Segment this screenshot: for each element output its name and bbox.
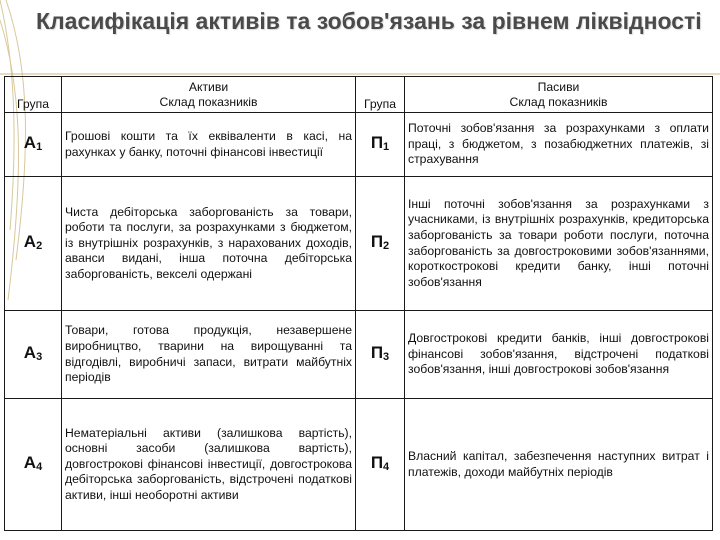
code-letter: П [370, 133, 384, 153]
asset-description: Чиста дебіторська заборгованість за товари, роботи та послуги, за розрахунками з бюджетом, із внутрішніх розрахунків, з нарахованих доходів, аванси видані, інша поточна дебіторська заборгованість, векселі одержані [62, 177, 356, 311]
code-index: 2 [383, 240, 390, 253]
header-row [5, 77, 713, 113]
liability-group-code [356, 399, 405, 531]
code-letter: А [23, 453, 37, 473]
header-group-liabilities: Група [356, 77, 405, 113]
code-letter: А [23, 343, 37, 363]
asset-group-code [5, 311, 62, 399]
table-row [5, 177, 713, 311]
code-letter: П [370, 343, 384, 363]
liability-group-code [356, 311, 405, 399]
code-letter: А [23, 232, 37, 252]
code-letter: П [370, 453, 384, 473]
header-liabilities-title: Пасиви [537, 79, 580, 94]
asset-group-code [5, 177, 62, 311]
asset-description: Грошові кошти та їх еквіваленти в касі, на рахунках у банку, поточні фінансові інвестиції [62, 113, 356, 177]
code-letter: А [23, 133, 37, 153]
liability-description: Власний капітал, забезпечення наступних витрат і платежів, доходи майбутніх періодів [405, 399, 713, 531]
code-letter: П [370, 232, 384, 252]
code-index: 4 [36, 461, 43, 474]
header-liabilities [405, 77, 713, 113]
liability-group-code [356, 177, 405, 311]
liability-group-code [356, 113, 405, 177]
table-row [5, 113, 713, 177]
header-assets-subtitle: Склад показників [159, 94, 258, 109]
asset-description: Нематеріальні активи (залишкова вартість), основні засоби (залишкова вартість), довгострокові фінансові інвестиції, довгострокова дебіторська заборгованість, відстрочені податкові активи, інші необоротні активи [62, 399, 356, 531]
asset-group-code [5, 113, 62, 177]
code-index: 2 [36, 240, 43, 253]
table-row [5, 311, 713, 399]
header-assets [62, 77, 356, 113]
code-index: 1 [36, 141, 43, 154]
table-row [5, 399, 713, 531]
code-index: 3 [383, 351, 390, 364]
liability-description: Довгострокові кредити банків, інші довгострокові фінансові зобов'язання, відстрочені податкові зобов'язання, інші довгострокові зобов'язання [405, 311, 713, 399]
header-group-assets: Група [5, 77, 62, 113]
slide-title: Класифікація активів та зобов'язань за рівнем ліквідності [36, 8, 702, 34]
asset-group-code [5, 399, 62, 531]
classification-table [4, 76, 713, 531]
asset-description: Товари, готова продукція, незавершене виробництво, тварини на вирощуванні та відгодівлі, виробничі запаси, витрати майбутніх періодів [62, 311, 356, 399]
header-assets-title: Активи [188, 79, 229, 94]
liability-description: Поточні зобов'язання за розрахунками з оплати праці, з бюджетом, з позабюджетних платежів, зі страхування [405, 113, 713, 177]
code-index: 4 [383, 461, 390, 474]
code-index: 1 [383, 141, 390, 154]
header-liabilities-subtitle: Склад показників [509, 94, 608, 109]
code-index: 3 [36, 351, 43, 364]
liability-description: Інші поточні зобов'язання за розрахунками з учасниками, із внутрішніх розрахунків, кредиторська заборгованість за товари роботи послуги, поточна заборгованість за довгостроковими зобов'язаннями, короткострокові кредити банку, інші поточні зобов'язання [405, 177, 713, 311]
